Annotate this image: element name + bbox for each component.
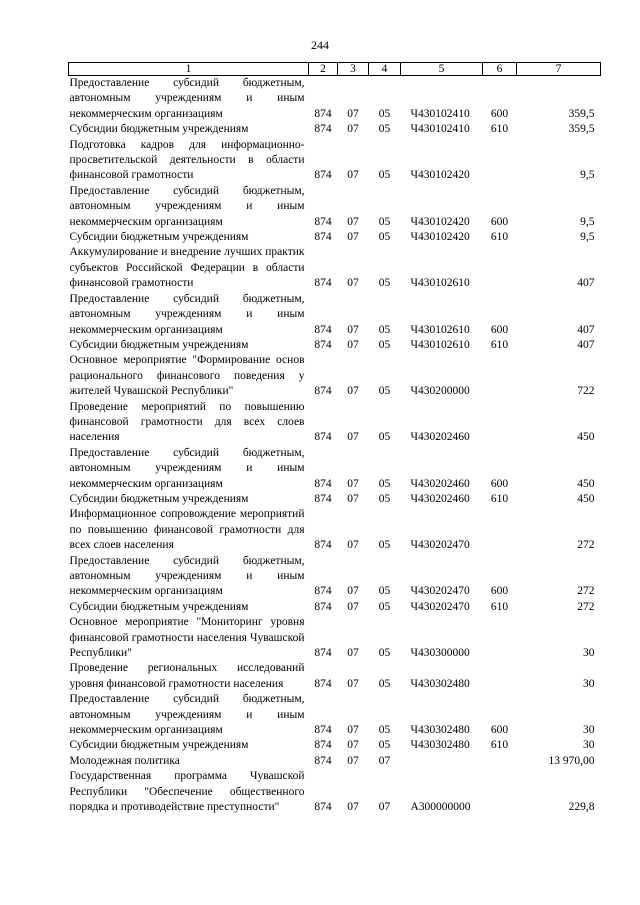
row-pr: 05 [378,107,391,120]
table-row [69,292,601,338]
row-vr [483,661,517,692]
row-vr [483,245,517,291]
row-pr: 05 [378,123,391,136]
row-sum: 407 [577,323,595,336]
row-rz: 07 [347,492,359,505]
row-rz: 07 [347,801,359,814]
row-rz: 07 [347,323,359,336]
row-sum: 450 [577,477,595,490]
row-pr: 05 [378,431,391,444]
row-sum: 407 [577,338,595,351]
row-vr [483,615,517,661]
table-row [69,754,601,769]
row-sum: 30 [583,724,595,737]
table-row [69,353,601,399]
row-cs: Ч430300000 [410,647,470,660]
row-vr: 610 [490,492,509,505]
row-cs: Ч430202470 [410,585,470,598]
page-number: 244 [311,38,329,52]
row-pr: 05 [378,539,391,552]
row-rz: 07 [347,107,359,120]
table-body [69,76,601,816]
row-sum: 359,5 [568,107,595,120]
row-rz: 07 [347,431,359,444]
table-row [69,600,601,615]
row-sum: 9,5 [580,215,595,228]
row-gr: 874 [314,492,332,505]
row-name: Подготовка кадров для информационно-просветительской деятельности в области финансовой грамотности [69,138,305,182]
row-gr: 874 [314,647,332,660]
column-header-6: 6 [483,63,517,76]
row-vr: 610 [490,600,509,613]
row-gr: 874 [314,385,332,398]
row-rz: 07 [347,277,359,290]
row-gr: 874 [314,169,332,182]
row-vr: 610 [490,231,509,244]
row-rz: 07 [347,385,359,398]
row-sum: 272 [577,539,595,552]
table-row [69,554,601,600]
row-gr: 874 [314,801,332,814]
row-pr: 07 [378,801,391,814]
row-pr: 05 [378,600,391,613]
row-sum: 30 [583,677,595,690]
row-cs: Ч430202470 [410,600,470,613]
row-sum: 9,5 [580,169,595,182]
table-row [69,769,601,815]
row-name: Проведение региональных исследований уровня финансовой грамотности населения [69,662,305,690]
row-cs [401,754,483,769]
row-gr: 874 [314,431,332,444]
table-row [69,184,601,230]
row-rz: 07 [347,754,359,767]
budget-table [68,62,601,816]
row-vr: 610 [490,739,509,752]
row-vr [483,769,517,815]
row-cs: Ч430102420 [410,231,470,244]
table-row [69,245,601,291]
row-cs: Ч430200000 [410,385,470,398]
row-cs: Ч430202460 [410,492,470,505]
row-sum: 272 [577,585,595,598]
row-rz: 07 [347,539,359,552]
row-name: Предоставление субсидий бюджетным, автономным учреждениям и иным некоммерческим организациям [69,292,305,336]
row-pr: 05 [378,492,391,505]
row-sum: 30 [583,739,595,752]
row-cs: Ч430102610 [410,277,470,290]
table-row [69,122,601,137]
row-name: Субсидии бюджетным учреждениям [69,231,249,244]
row-vr [483,353,517,399]
row-sum: 450 [577,431,595,444]
row-pr: 05 [378,385,391,398]
row-name: Аккумулирование и внедрение лучших практик субъектов Российской Федерации в области финансовой грамотности [69,246,305,290]
row-name: Субсидии бюджетным учреждениям [69,123,249,136]
table-row [69,615,601,661]
row-rz: 07 [347,231,359,244]
row-cs: Ч430102610 [410,323,470,336]
row-gr: 874 [314,754,332,767]
row-sum: 229,8 [568,801,595,814]
row-name: Субсидии бюджетным учреждениям [69,338,249,351]
row-gr: 874 [314,338,332,351]
column-header-3: 3 [338,63,369,76]
row-gr: 874 [314,677,332,690]
row-cs: Ч430102610 [410,338,470,351]
column-header-7: 7 [517,63,601,76]
row-rz: 07 [347,338,359,351]
table-row [69,338,601,353]
row-sum: 450 [577,492,595,505]
row-sum: 13 970,00 [548,754,595,767]
row-gr: 874 [314,600,332,613]
row-rz: 07 [347,647,359,660]
table-row [69,138,601,184]
column-header-2: 2 [309,63,338,76]
table-row [69,507,601,553]
row-vr: 600 [490,585,509,598]
row-vr: 600 [490,477,509,490]
row-pr: 05 [378,677,391,690]
row-cs: Ч430302480 [410,724,470,737]
row-pr: 05 [378,724,391,737]
row-name: Субсидии бюджетным учреждениям [69,492,249,505]
row-sum: 407 [577,277,595,290]
column-header-5: 5 [401,63,483,76]
row-pr: 07 [378,754,391,767]
row-sum: 359,5 [568,123,595,136]
row-pr: 05 [378,338,391,351]
row-vr: 600 [490,724,509,737]
row-vr: 610 [490,123,509,136]
row-pr: 05 [378,169,391,182]
row-gr: 874 [314,477,332,490]
row-pr: 05 [378,739,391,752]
row-name: Основное мероприятие "Формирование основ рационального финансового поведения у жителей Чувашской Республики" [69,354,305,398]
row-vr: 600 [490,215,509,228]
row-pr: 05 [378,323,391,336]
row-rz: 07 [347,215,359,228]
row-gr: 874 [314,539,332,552]
row-sum: 9,5 [580,231,595,244]
row-sum: 722 [577,385,595,398]
row-pr: 05 [378,647,391,660]
row-name: Молодежная политика [69,754,180,767]
row-name: Предоставление субсидий бюджетным, автономным учреждениям и иным некоммерческим организациям [69,554,305,598]
row-gr: 874 [314,215,332,228]
row-cs: Ч430302480 [410,677,470,690]
row-name: Субсидии бюджетным учреждениям [69,600,249,613]
row-cs: А300000000 [410,801,471,814]
row-pr: 05 [378,585,391,598]
table-row [69,738,601,753]
row-gr: 874 [314,323,332,336]
row-name: Предоставление субсидий бюджетным, автономным учреждениям и иным некоммерческим организациям [69,77,305,120]
row-gr: 874 [314,724,332,737]
row-gr: 874 [314,739,332,752]
row-cs: Ч430102420 [410,169,470,182]
row-rz: 07 [347,585,359,598]
row-rz: 07 [347,600,359,613]
row-name: Предоставление субсидий бюджетным, автономным учреждениям и иным некоммерческим организациям [69,184,305,228]
table-row [69,692,601,738]
row-cs: Ч430102410 [410,123,470,136]
row-cs: Ч430202460 [410,431,470,444]
row-sum: 272 [577,600,595,613]
row-name: Основное мероприятие "Мониторинг уровня финансовой грамотности населения Чувашской Республики" [69,616,305,660]
table-row [69,492,601,507]
row-rz: 07 [347,123,359,136]
row-gr: 874 [314,277,332,290]
row-name: Информационное сопровождение мероприятий по повышению финансовой грамотности для всех слоев населения [69,508,305,552]
row-gr: 874 [314,123,332,136]
column-header-4: 4 [369,63,401,76]
row-rz: 07 [347,477,359,490]
row-cs: Ч430202460 [410,477,470,490]
row-pr: 05 [378,231,391,244]
row-cs: Ч430102420 [410,215,470,228]
row-cs: Ч430202470 [410,539,470,552]
row-cs: Ч430302480 [410,739,470,752]
row-cs: Ч430102410 [410,107,470,120]
row-gr: 874 [314,231,332,244]
row-rz: 07 [347,677,359,690]
row-name: Субсидии бюджетным учреждениям [69,739,249,752]
row-gr: 874 [314,585,332,598]
table-row [69,400,601,446]
row-vr [483,507,517,553]
row-pr: 05 [378,277,391,290]
row-rz: 07 [347,739,359,752]
row-pr: 05 [378,477,391,490]
table-row [69,661,601,692]
row-rz: 07 [347,169,359,182]
column-header-1: 1 [69,63,309,76]
row-vr: 600 [490,323,509,336]
row-vr [483,400,517,446]
row-vr: 610 [490,338,509,351]
row-pr: 05 [378,215,391,228]
row-vr [483,754,517,769]
row-name: Проведение мероприятий по повышению финансовой грамотности для всех слоев населения [69,400,305,444]
row-name: Предоставление субсидий бюджетным, автономным учреждениям и иным некоммерческим организациям [69,446,305,490]
row-vr [483,138,517,184]
row-sum: 30 [583,647,595,660]
row-name: Предоставление субсидий бюджетным, автономным учреждениям и иным некоммерческим организациям [69,693,305,737]
row-rz: 07 [347,724,359,737]
table-row [69,76,601,123]
row-gr: 874 [314,107,332,120]
table-row [69,230,601,245]
row-name: Государственная программа Чувашской Республики "Обеспечение общественного порядка и противодействие преступности" [69,770,305,814]
table-row [69,446,601,492]
row-vr: 600 [490,107,509,120]
table-header [69,63,601,76]
